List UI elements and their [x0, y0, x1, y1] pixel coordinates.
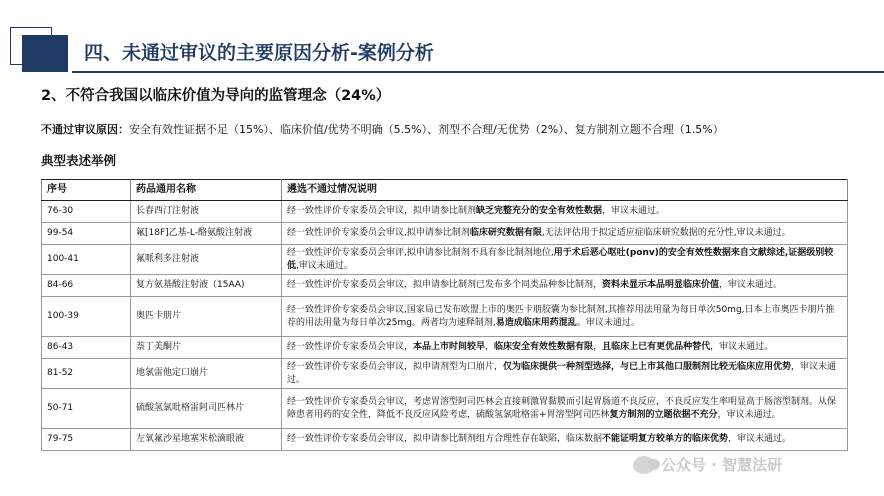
- table-row: [42, 297, 848, 337]
- emphasis-text: 用于术后恶心呕吐(ponv)的安全有效性数据来自文献综述,证据级别较低: [287, 248, 834, 271]
- rejection-description: [282, 429, 848, 451]
- header-divider: [72, 71, 884, 73]
- case-id: 81-52: [42, 359, 131, 389]
- reasons-text: 安全有效性证据不足（15%）、临床价值/优势不明确（5.5%）、剂型不合理/无优势（2%）、复方制剂立题不合理（1.5%）: [129, 123, 724, 136]
- emphasis-text: 本品上市时间较早: [413, 342, 486, 353]
- description-text: 经一致性评价专家委员会审议，拟申请剂型为口崩片，: [287, 362, 504, 373]
- description-text: ，: [485, 342, 495, 353]
- description-text: 经一致性评价专家委员会审议，考虑胃溶型阿司匹林会直接刺激胃黏膜而引起胃肠道不良反应，不良反应发生率明显高于肠溶型制剂。从保障患者用药的安全性，降低不良反应风险考虑，硫酸氢氯吡格雷+胃溶型阿司匹林: [287, 397, 837, 420]
- table-row: [42, 201, 848, 223]
- case-table: [41, 179, 848, 451]
- case-id: 100-39: [42, 297, 131, 337]
- table-row: [42, 389, 848, 429]
- case-id: 100-41: [42, 245, 131, 275]
- description-text: ，审议未通过。: [710, 342, 774, 353]
- case-id: 86-43: [42, 337, 131, 359]
- reasons-label: 不通过审议原因：: [41, 123, 129, 136]
- case-id: 79-75: [42, 429, 131, 451]
- case-id: 84-66: [42, 275, 131, 297]
- drug-name: 长春西汀注射液: [131, 201, 282, 223]
- case-id: 50-71: [42, 389, 131, 429]
- description-text: 。审议未通过。: [576, 317, 640, 328]
- emphasis-text: 临床安全有效性数据有限: [494, 342, 594, 353]
- description-text: ，: [593, 342, 603, 353]
- case-table-body: [42, 201, 848, 451]
- emphasis-text: 复方制剂的立题依据不充分: [609, 409, 718, 420]
- description-text: 经一致性评价专家委员会审议，拟申请参比制剂: [287, 206, 477, 217]
- description-text: 经一致性评价专家委员会审议，拟申请参比制剂已发布多个同类品种参比制剂，: [287, 280, 603, 291]
- description-text: 经一致性评价专家委员会审议,拟申请参比制剂: [287, 228, 470, 239]
- description-text: ，审议未通过。: [719, 280, 783, 291]
- col-header-description: 遴选不通过情况说明: [282, 180, 848, 201]
- drug-name: 硫酸氢氯吡格雷阿司匹林片: [131, 389, 282, 429]
- col-header-name: 药品通用名称: [131, 180, 282, 201]
- rejection-description: [282, 275, 848, 297]
- wechat-icon: [633, 456, 655, 474]
- emphasis-text: 临床研究数据有限: [469, 228, 542, 239]
- table-row: [42, 223, 848, 245]
- table-row: [42, 275, 848, 297]
- description-text: 经一致性评价专家委员会审评,拟申请参比制剂不具有参比制剂地位,: [287, 248, 554, 259]
- rejection-description: [282, 201, 848, 223]
- watermark: [633, 454, 782, 475]
- description-text: 经一致性评价专家委员会审议，: [287, 342, 414, 353]
- drug-name: 氟哌利多注射液: [131, 245, 282, 275]
- drug-name: 萘丁美酮片: [131, 337, 282, 359]
- rejection-description: [282, 389, 848, 429]
- section-title: 2、不符合我国以临床价值为导向的监管理念（24%）: [41, 88, 391, 104]
- emphasis-text: 缺乏完整充分的安全有效性数据: [476, 206, 603, 217]
- table-row: [42, 245, 848, 275]
- drug-name: 左氧氟沙星地塞米松滴眼液: [131, 429, 282, 451]
- header-decor-block: [22, 35, 68, 72]
- drug-name: 复方氨基酸注射液（15AA): [131, 275, 282, 297]
- rejection-reasons: [41, 121, 724, 137]
- table-row: [42, 359, 848, 389]
- col-header-id: 序号: [42, 180, 131, 201]
- emphasis-text: 不能证明复方较单方的临床优势: [602, 434, 729, 445]
- drug-name: 奥匹卡朋片: [131, 297, 282, 337]
- drug-name: 地氯雷他定口崩片: [131, 359, 282, 389]
- case-id: 76-30: [42, 201, 131, 223]
- emphasis-text: 资料未显示本品明显临床价值: [602, 280, 720, 291]
- description-text: 经一致性评价专家委员会审议，拟申请参比制剂组方合理性存在缺陷，临床数据: [287, 434, 603, 445]
- table-row: [42, 429, 848, 451]
- emphasis-text: 易造成临床用药混乱: [495, 317, 577, 328]
- examples-heading: 典型表述举例: [41, 153, 117, 168]
- description-text: ,无法评估用于拟定适应症临床研究数据的充分性,审议未通过。: [541, 228, 791, 239]
- table-row: [42, 337, 848, 359]
- description-text: ，审议未通过。: [728, 434, 792, 445]
- case-id: 99-54: [42, 223, 131, 245]
- page-title: 四、未通过审议的主要原因分析-案例分析: [84, 42, 434, 64]
- emphasis-text: 且临床上已有更优品种替代: [602, 342, 711, 353]
- description-text: ，审议未通过。: [602, 206, 666, 217]
- rejection-description: [282, 359, 848, 389]
- description-text: ，审议未通过。: [717, 409, 781, 420]
- drug-name: 氟[18F]乙基-L-酪氨酸注射液: [131, 223, 282, 245]
- watermark-text: 公众号 · 智慧法研: [661, 456, 783, 474]
- rejection-description: [282, 245, 848, 275]
- description-text: 经一致性评价专家委员会审议,国家局已发布欧盟上市的奥匹卡朋胶囊为参比制剂,其推荐用法用量为每日单次50mg,日本上市奥匹卡朋片推荐的用法用量为每日单次25mg。两者均为速释制剂,: [287, 305, 835, 328]
- rejection-description: [282, 337, 848, 359]
- rejection-description: [282, 297, 848, 337]
- description-text: ,审议未通过。: [296, 260, 353, 271]
- table-header-row: [42, 180, 848, 201]
- emphasis-text: 仅为临床提供一种剂型选择，与已上市其他口服制剂比较无临床应用优势: [503, 362, 792, 373]
- rejection-description: [282, 223, 848, 245]
- description-text: ，审议未通过。: [287, 362, 837, 385]
